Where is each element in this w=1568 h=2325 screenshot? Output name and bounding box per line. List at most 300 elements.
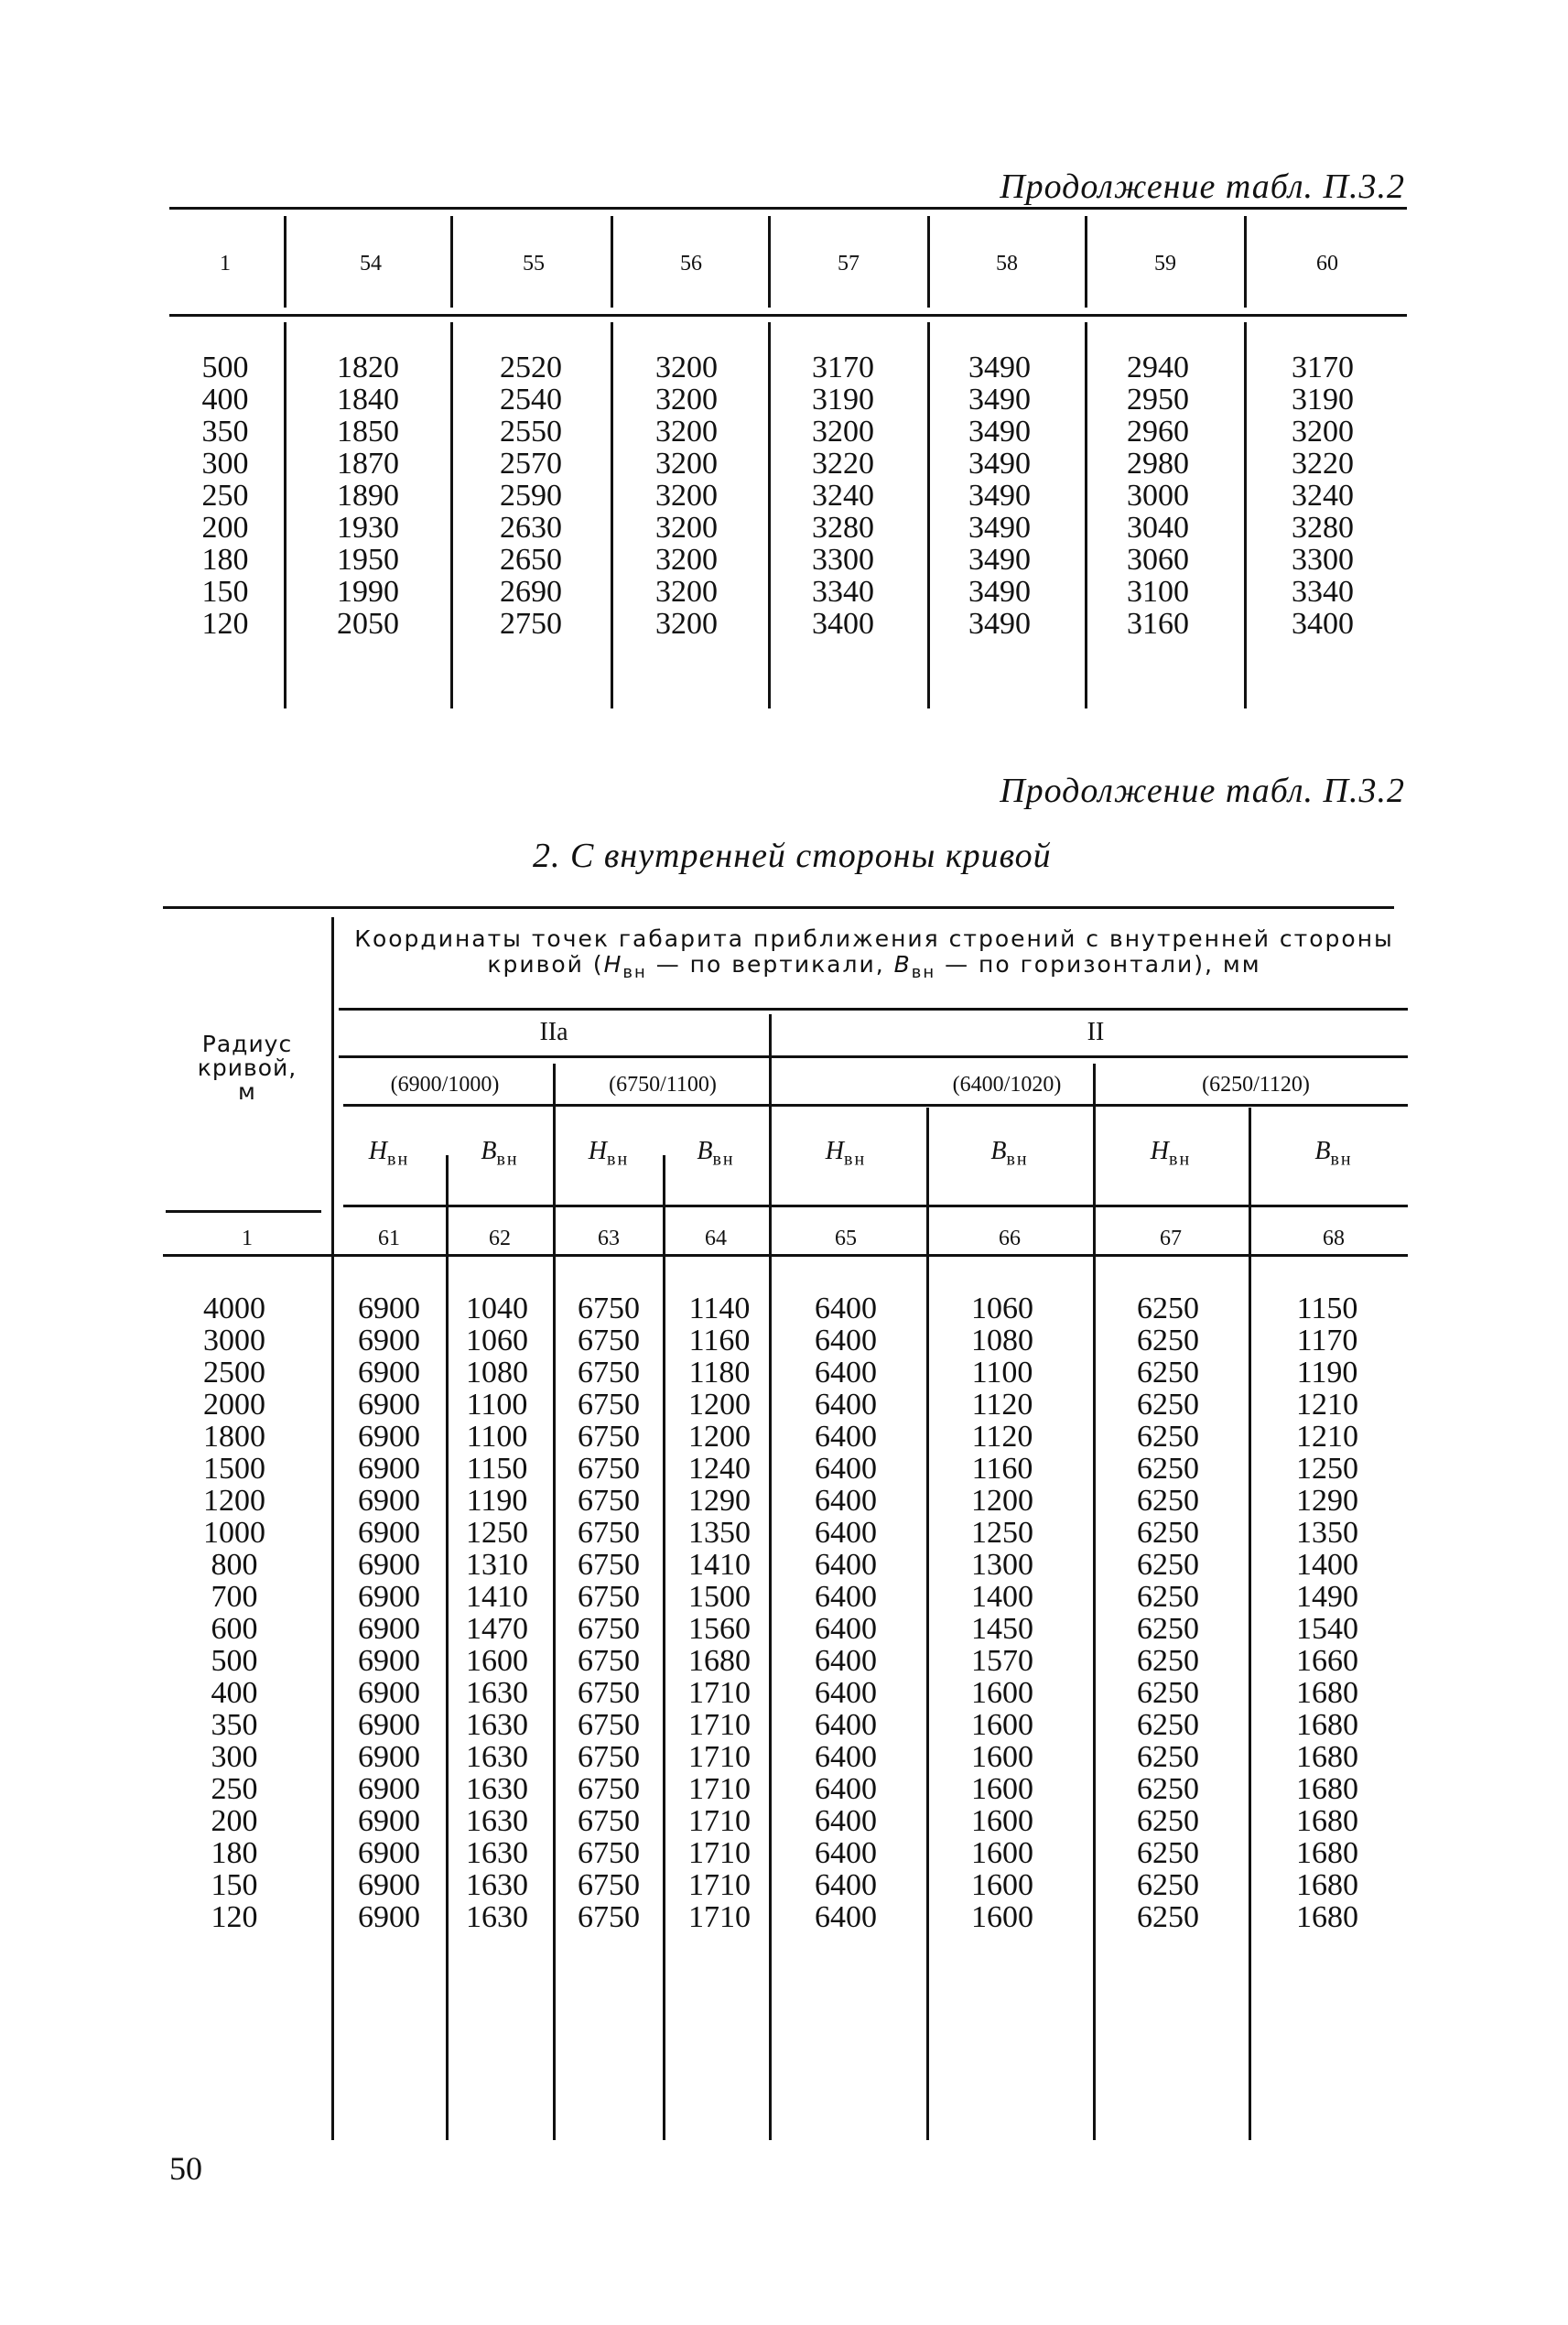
table-cell: 1080 <box>971 1324 1033 1357</box>
table-cell: 1190 <box>1296 1356 1358 1390</box>
table-cell: 1600 <box>971 1868 1033 1902</box>
table-cell: 6750 <box>578 1388 640 1422</box>
table2-description <box>354 926 1394 986</box>
table-cell: 2500 <box>203 1356 265 1390</box>
table-cell: 3200 <box>655 511 718 545</box>
table-cell: 6250 <box>1137 1324 1199 1357</box>
table-cell: 1100 <box>466 1388 528 1422</box>
table-cell: 3000 <box>203 1324 265 1357</box>
table-cell: 6400 <box>815 1676 877 1710</box>
table-cell: 6250 <box>1137 1548 1199 1582</box>
symbol-h: H <box>603 951 623 978</box>
table-cell: 6900 <box>358 1388 420 1422</box>
table-cell: 1200 <box>688 1420 751 1454</box>
b-vn-symbol <box>481 1137 518 1171</box>
table2-col-number: 62 <box>489 1227 511 1250</box>
table-cell: 3240 <box>812 479 874 513</box>
symbol-h: H <box>588 1137 608 1165</box>
table-cell: 6750 <box>578 1292 640 1325</box>
table-cell: 6250 <box>1137 1356 1199 1390</box>
table-cell: 6400 <box>815 1292 877 1325</box>
table-cell: 3490 <box>968 543 1031 577</box>
table-cell: 150 <box>211 1868 258 1902</box>
table-cell: 1870 <box>337 447 399 481</box>
t1-vline <box>611 322 613 708</box>
table-cell: 6750 <box>578 1580 640 1614</box>
table-cell: 6900 <box>358 1836 420 1870</box>
table-cell: 6250 <box>1137 1804 1199 1838</box>
table-cell: 6400 <box>815 1580 877 1614</box>
table-cell: 1570 <box>971 1644 1033 1678</box>
table-cell: 1210 <box>1296 1388 1358 1422</box>
table-cell: 1950 <box>337 543 399 577</box>
table-cell: 1210 <box>1296 1420 1358 1454</box>
t1-vline <box>1244 216 1247 308</box>
table-cell: 6250 <box>1137 1580 1199 1614</box>
table-cell: 1300 <box>971 1548 1033 1582</box>
t1-vline <box>768 216 771 308</box>
table-cell: 1680 <box>1296 1900 1358 1934</box>
table-cell: 1470 <box>466 1612 528 1646</box>
table-cell: 3300 <box>1292 543 1354 577</box>
table-cell: 1100 <box>466 1420 528 1454</box>
t1-vline <box>611 216 613 308</box>
table2-caption: Продолжение табл. П.3.2 <box>1000 772 1405 810</box>
table-cell: 1630 <box>466 1900 528 1934</box>
table1-col-header: 54 <box>360 252 382 276</box>
table-cell: 6900 <box>358 1612 420 1646</box>
table-cell: 6250 <box>1137 1868 1199 1902</box>
table-cell: 1400 <box>971 1580 1033 1614</box>
table-cell: 1120 <box>971 1420 1033 1454</box>
table2-col-number: 1 <box>242 1227 253 1250</box>
table-cell: 3200 <box>1292 415 1354 449</box>
subgroup-label: (6250/1120) <box>1202 1073 1310 1097</box>
table1-column <box>655 351 718 640</box>
table-cell: 6250 <box>1137 1836 1199 1870</box>
table-cell: 3100 <box>1127 575 1189 609</box>
table-cell: 350 <box>201 415 249 449</box>
table-cell: 1630 <box>466 1676 528 1710</box>
table-cell: 4000 <box>203 1292 265 1325</box>
rule <box>339 1055 1408 1058</box>
subscript: вн <box>844 1149 867 1170</box>
table-cell: 1100 <box>971 1356 1033 1390</box>
table-cell: 3190 <box>1292 383 1354 416</box>
table-cell: 1240 <box>688 1452 751 1486</box>
h-vn-symbol <box>589 1137 629 1171</box>
table-cell: 6750 <box>578 1676 640 1710</box>
table-cell: 300 <box>201 447 249 481</box>
h-vn-symbol <box>826 1137 866 1171</box>
table-cell: 1600 <box>971 1900 1033 1934</box>
subscript: вн <box>1169 1149 1192 1170</box>
table-cell: 400 <box>201 383 249 416</box>
table-cell: 1710 <box>688 1900 751 1934</box>
table-cell: 6900 <box>358 1804 420 1838</box>
table-cell: 1990 <box>337 575 399 609</box>
table-cell: 6750 <box>578 1740 640 1774</box>
t2-vline <box>553 1064 556 2140</box>
t2-vline <box>446 1155 449 2140</box>
table-cell: 6900 <box>358 1516 420 1550</box>
table-cell: 6250 <box>1137 1388 1199 1422</box>
table-cell: 1080 <box>466 1356 528 1390</box>
symbol-b: B <box>990 1137 1007 1165</box>
table-cell: 1200 <box>971 1484 1033 1518</box>
table-cell: 6900 <box>358 1324 420 1357</box>
table-cell: 600 <box>211 1612 258 1646</box>
table-cell: 6900 <box>358 1708 420 1742</box>
rule <box>166 1210 321 1213</box>
table-cell: 1040 <box>466 1292 528 1325</box>
table-cell: 3200 <box>655 351 718 384</box>
table-cell: 3200 <box>812 415 874 449</box>
subscript: вн <box>1330 1149 1353 1170</box>
symbol-h: H <box>1150 1137 1170 1165</box>
table-cell: 6400 <box>815 1644 877 1678</box>
table-cell: 250 <box>211 1772 258 1806</box>
table-cell: 1500 <box>203 1452 265 1486</box>
table-cell: 6750 <box>578 1324 640 1357</box>
table-cell: 6750 <box>578 1836 640 1870</box>
table-cell: 6400 <box>815 1452 877 1486</box>
table-cell: 500 <box>201 351 249 384</box>
table-cell: 2690 <box>500 575 562 609</box>
table1-column <box>1127 351 1189 640</box>
table-cell: 180 <box>211 1836 258 1870</box>
table-cell: 6400 <box>815 1356 877 1390</box>
t2-vline <box>1249 1108 1251 2140</box>
table-cell: 6750 <box>578 1900 640 1934</box>
table-cell: 6750 <box>578 1772 640 1806</box>
table-cell: 1290 <box>1296 1484 1358 1518</box>
subscript: вн <box>607 1149 630 1170</box>
table-cell: 1630 <box>466 1868 528 1902</box>
table2-col-number: 65 <box>835 1227 857 1250</box>
subscript: вн <box>911 963 936 982</box>
table1-column <box>968 351 1031 640</box>
table-cell: 3200 <box>655 415 718 449</box>
table-cell: 1000 <box>203 1516 265 1550</box>
table-cell: 1060 <box>466 1324 528 1357</box>
rule <box>339 1008 1408 1011</box>
table-cell: 6250 <box>1137 1452 1199 1486</box>
table-cell: 3340 <box>1292 575 1354 609</box>
table-cell: 6750 <box>578 1356 640 1390</box>
table2-column <box>1296 1292 1358 1933</box>
table-cell: 1190 <box>466 1484 528 1518</box>
table-cell: 1930 <box>337 511 399 545</box>
table-cell: 1630 <box>466 1708 528 1742</box>
table-cell: 1350 <box>688 1516 751 1550</box>
table-cell: 1310 <box>466 1548 528 1582</box>
table-cell: 3200 <box>655 543 718 577</box>
table-cell: 250 <box>201 479 249 513</box>
table1-col-header: 58 <box>996 252 1018 276</box>
table-cell: 1630 <box>466 1836 528 1870</box>
table-cell: 1630 <box>466 1804 528 1838</box>
table-cell: 3040 <box>1127 511 1189 545</box>
table-cell: 1200 <box>203 1484 265 1518</box>
table-cell: 1710 <box>688 1772 751 1806</box>
table-cell: 3200 <box>655 447 718 481</box>
radius-label-line: Радиус <box>201 1031 293 1057</box>
table-cell: 3160 <box>1127 607 1189 641</box>
table1-col-header: 60 <box>1316 252 1338 276</box>
table-cell: 6900 <box>358 1484 420 1518</box>
table-cell: 1250 <box>971 1516 1033 1550</box>
table2-column <box>358 1292 420 1933</box>
table-cell: 3200 <box>655 607 718 641</box>
table-cell: 1060 <box>971 1292 1033 1325</box>
table-cell: 1600 <box>971 1836 1033 1870</box>
table-cell: 3200 <box>655 479 718 513</box>
t2-vline <box>1093 1064 1096 2140</box>
table-cell: 1350 <box>1296 1516 1358 1550</box>
t1-vline <box>927 216 930 308</box>
table-cell: 3240 <box>1292 479 1354 513</box>
table-cell: 3280 <box>1292 511 1354 545</box>
table-cell: 6900 <box>358 1740 420 1774</box>
symbol-b: B <box>697 1137 713 1165</box>
table-cell: 300 <box>211 1740 258 1774</box>
subscript: вн <box>387 1149 410 1170</box>
table-cell: 1710 <box>688 1740 751 1774</box>
table1-column <box>812 351 874 640</box>
table-cell: 6750 <box>578 1804 640 1838</box>
table-cell: 1680 <box>1296 1804 1358 1838</box>
t1-vline <box>1244 322 1247 708</box>
table-cell: 6250 <box>1137 1900 1199 1934</box>
table-cell: 6400 <box>815 1324 877 1357</box>
table-cell: 3170 <box>1292 351 1354 384</box>
radius-label-line: кривой, <box>197 1054 297 1081</box>
table-cell: 1170 <box>1296 1324 1358 1357</box>
table-cell: 120 <box>201 607 249 641</box>
table-cell: 1250 <box>466 1516 528 1550</box>
table2-column <box>971 1292 1033 1933</box>
table-cell: 2550 <box>500 415 562 449</box>
table2-column <box>203 1292 265 1933</box>
table-cell: 1630 <box>466 1740 528 1774</box>
table-cell: 1840 <box>337 383 399 416</box>
table-cell: 1680 <box>1296 1868 1358 1902</box>
description-line <box>354 952 1394 986</box>
table-cell: 6250 <box>1137 1292 1199 1325</box>
table-cell: 2630 <box>500 511 562 545</box>
table-cell: 1710 <box>688 1804 751 1838</box>
section-title: 2. С внутренней стороны кривой <box>533 837 1052 875</box>
table-cell: 1630 <box>466 1772 528 1806</box>
table-cell: 3490 <box>968 511 1031 545</box>
table-cell: 6400 <box>815 1772 877 1806</box>
table-cell: 1600 <box>971 1772 1033 1806</box>
table-cell: 1540 <box>1296 1612 1358 1646</box>
subscript: вн <box>1006 1149 1029 1170</box>
group-iia-label: IIа <box>539 1018 568 1046</box>
table-cell: 1600 <box>466 1644 528 1678</box>
table-cell: 6400 <box>815 1484 877 1518</box>
table-cell: 6900 <box>358 1452 420 1486</box>
description-text: кривой ( <box>487 951 604 978</box>
table-cell: 1600 <box>971 1708 1033 1742</box>
table-cell: 1410 <box>466 1580 528 1614</box>
table-cell: 1560 <box>688 1612 751 1646</box>
t2-vline <box>926 1108 929 2140</box>
table-cell: 2940 <box>1127 351 1189 384</box>
table-cell: 1680 <box>1296 1772 1358 1806</box>
table-cell: 1710 <box>688 1676 751 1710</box>
table-cell: 350 <box>211 1708 258 1742</box>
subgroup-label: (6900/1000) <box>390 1073 500 1097</box>
table-cell: 6250 <box>1137 1644 1199 1678</box>
table-cell: 1710 <box>688 1836 751 1870</box>
symbol-b: B <box>893 951 912 978</box>
table-cell: 6900 <box>358 1900 420 1934</box>
table-cell: 3400 <box>1292 607 1354 641</box>
t1-vline <box>284 322 287 708</box>
table-cell: 1680 <box>1296 1836 1358 1870</box>
table-cell: 1140 <box>688 1292 751 1325</box>
t2-vline <box>331 917 334 2140</box>
table-cell: 1680 <box>688 1644 751 1678</box>
table-cell: 1820 <box>337 351 399 384</box>
table-cell: 3060 <box>1127 543 1189 577</box>
symbol-h: H <box>825 1137 845 1165</box>
description-line: Координаты точек габарита приближения строений с внутренней стороны <box>354 925 1394 952</box>
table-cell: 6400 <box>815 1612 877 1646</box>
table1-top-rule <box>169 207 1407 210</box>
table2-top-rule <box>163 906 1394 909</box>
rule <box>343 1104 1408 1107</box>
table-cell: 2950 <box>1127 383 1189 416</box>
table-cell: 2980 <box>1127 447 1189 481</box>
table2-column <box>578 1292 640 1933</box>
table1-column <box>500 351 562 640</box>
b-vn-symbol <box>990 1137 1028 1171</box>
table2-col-number: 68 <box>1323 1227 1345 1250</box>
t1-vline <box>284 216 287 308</box>
table-cell: 6900 <box>358 1772 420 1806</box>
table-cell: 1400 <box>1296 1548 1358 1582</box>
table-cell: 2650 <box>500 543 562 577</box>
table-cell: 1490 <box>1296 1580 1358 1614</box>
table-cell: 3190 <box>812 383 874 416</box>
table-cell: 6900 <box>358 1356 420 1390</box>
table-cell: 6400 <box>815 1516 877 1550</box>
subscript: вн <box>712 1149 735 1170</box>
table1-col-header: 57 <box>838 252 860 276</box>
table-cell: 6400 <box>815 1388 877 1422</box>
table-cell: 3340 <box>812 575 874 609</box>
table-cell: 1800 <box>203 1420 265 1454</box>
table-cell: 3220 <box>1292 447 1354 481</box>
table-cell: 1150 <box>1296 1292 1358 1325</box>
table-cell: 1290 <box>688 1484 751 1518</box>
table-cell: 1680 <box>1296 1708 1358 1742</box>
table-cell: 6250 <box>1137 1676 1199 1710</box>
table-cell: 1600 <box>971 1740 1033 1774</box>
table-cell: 6750 <box>578 1516 640 1550</box>
table-cell: 1710 <box>688 1868 751 1902</box>
table-cell: 3280 <box>812 511 874 545</box>
table-cell: 2750 <box>500 607 562 641</box>
table-cell: 1450 <box>971 1612 1033 1646</box>
table-cell: 1160 <box>971 1452 1033 1486</box>
t2-vline <box>769 1014 772 2140</box>
table1-header-rule <box>169 314 1407 317</box>
table1-column <box>1292 351 1354 640</box>
table-cell: 6400 <box>815 1868 877 1902</box>
table-cell: 6900 <box>358 1644 420 1678</box>
table-cell: 6750 <box>578 1644 640 1678</box>
table2-col-number: 61 <box>378 1227 400 1250</box>
table-cell: 1200 <box>688 1388 751 1422</box>
subscript: вн <box>496 1149 519 1170</box>
table-cell: 2540 <box>500 383 562 416</box>
table-cell: 6750 <box>578 1420 640 1454</box>
table-cell: 1160 <box>688 1324 751 1357</box>
table2-col-number: 67 <box>1160 1227 1182 1250</box>
table-cell: 6900 <box>358 1868 420 1902</box>
table-cell: 6400 <box>815 1548 877 1582</box>
table-cell: 3490 <box>968 479 1031 513</box>
table-cell: 6900 <box>358 1420 420 1454</box>
table-cell: 800 <box>211 1548 258 1582</box>
table1-col-header: 56 <box>680 252 702 276</box>
table-cell: 2570 <box>500 447 562 481</box>
table-cell: 3490 <box>968 415 1031 449</box>
table-cell: 700 <box>211 1580 258 1614</box>
table-cell: 1600 <box>971 1804 1033 1838</box>
h-vn-symbol <box>369 1137 409 1171</box>
subgroup-label: (6400/1020) <box>952 1073 1062 1097</box>
table-cell: 6900 <box>358 1548 420 1582</box>
table2-col-number: 64 <box>705 1227 727 1250</box>
table-cell: 1120 <box>971 1388 1033 1422</box>
table-cell: 2520 <box>500 351 562 384</box>
t1-vline <box>768 322 771 708</box>
table-cell: 1250 <box>1296 1452 1358 1486</box>
table2-column <box>688 1292 751 1933</box>
table-cell: 6400 <box>815 1836 877 1870</box>
radius-label <box>198 1033 297 1104</box>
table-cell: 2960 <box>1127 415 1189 449</box>
table-cell: 2000 <box>203 1388 265 1422</box>
table2-column <box>466 1292 528 1933</box>
b-vn-symbol <box>1314 1137 1352 1171</box>
table1-col-header: 59 <box>1154 252 1176 276</box>
table-cell: 200 <box>201 511 249 545</box>
table1-col-header: 55 <box>523 252 545 276</box>
table-cell: 150 <box>201 575 249 609</box>
table-cell: 6750 <box>578 1868 640 1902</box>
table2-col-number: 63 <box>598 1227 620 1250</box>
table-cell: 6750 <box>578 1452 640 1486</box>
table2-column <box>815 1292 877 1933</box>
table-cell: 6750 <box>578 1708 640 1742</box>
table-cell: 1680 <box>1296 1676 1358 1710</box>
table-cell: 6900 <box>358 1580 420 1614</box>
t2-vline <box>663 1155 665 2140</box>
table-cell: 3490 <box>968 575 1031 609</box>
table-cell: 3000 <box>1127 479 1189 513</box>
table2-header-rule <box>163 1254 1408 1257</box>
table-cell: 6400 <box>815 1708 877 1742</box>
table-cell: 3490 <box>968 607 1031 641</box>
table-cell: 3170 <box>812 351 874 384</box>
